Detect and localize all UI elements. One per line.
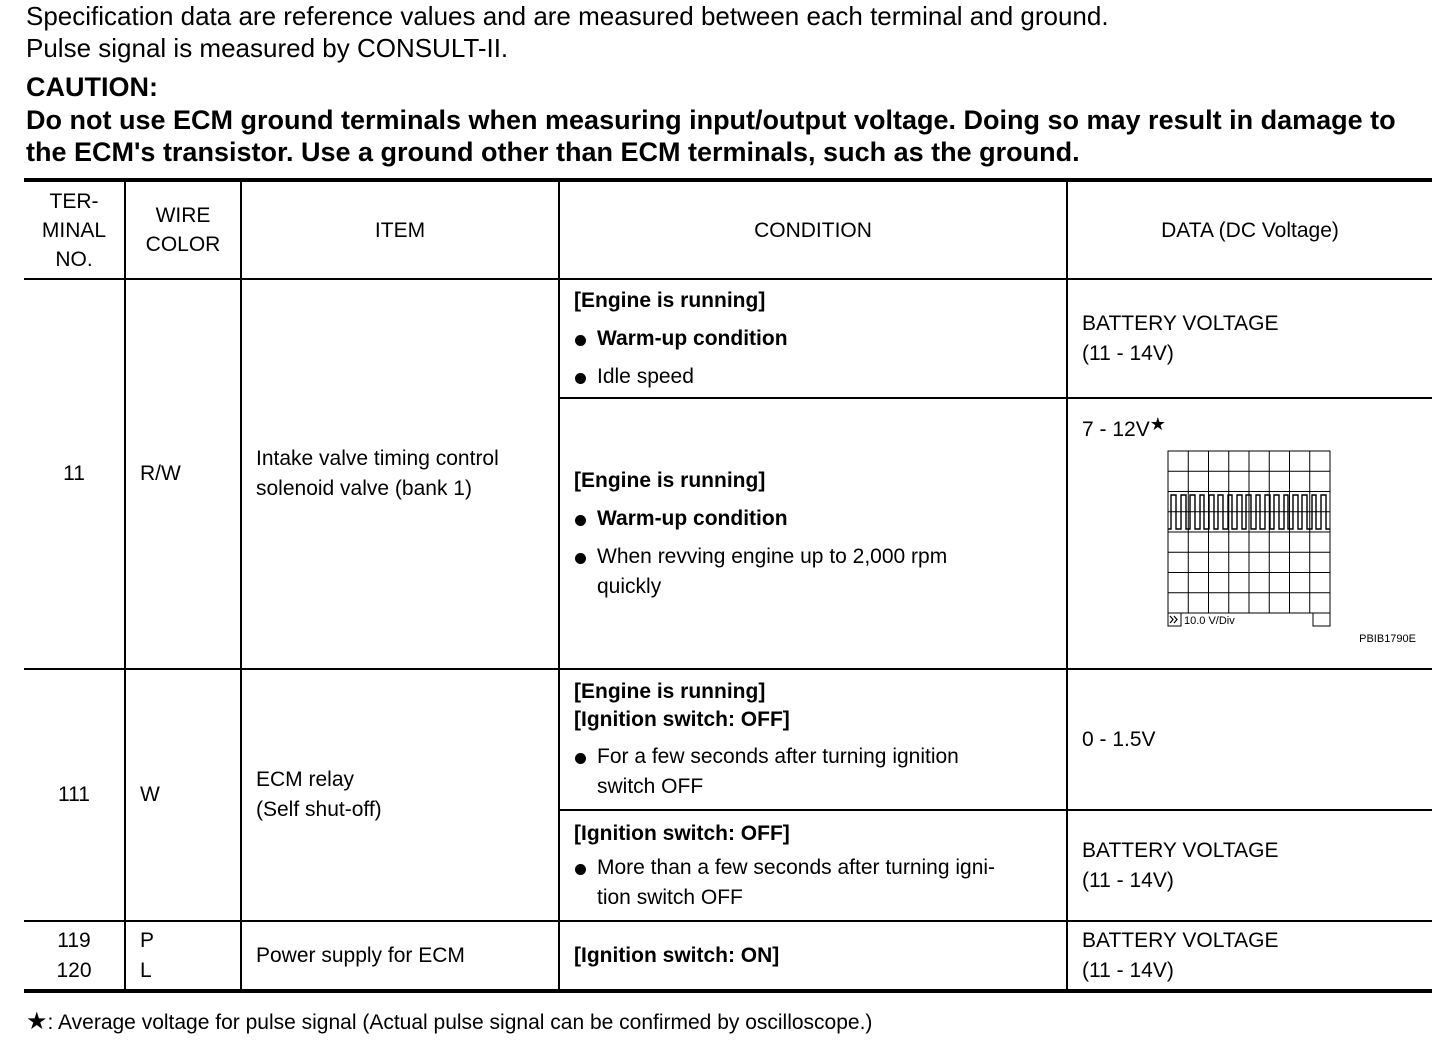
condition-bullet: More than a few seconds after turning igni- tion switch OFF [574,853,1052,913]
ecm-terminal-spec-table [24,178,1432,993]
condition-heading: [Ignition switch: OFF] [574,707,790,731]
star-icon: ★ [1149,414,1166,434]
condition-bullet: When revving engine up to 2,000 rpm quickly [574,542,1052,602]
header-terminal-no: TER- MINAL NO. [24,180,125,279]
item-cell: ECM relay (Self shut-off) [241,669,559,921]
data-cell [1067,398,1432,669]
condition-cell: [Ignition switch: ON] [559,921,1067,991]
terminal-cell: 111 [24,669,125,921]
table-row [24,921,1432,991]
condition-heading: [Engine is running] [574,679,766,703]
header-data: DATA (DC Voltage) [1067,180,1432,279]
condition-bullet: For a few seconds after turning ignition switch OFF [574,742,1052,802]
data-cell: 0 - 1.5V [1067,669,1432,810]
header-wire-color: WIRE COLOR [125,180,241,279]
wire-color-cell: R/W [125,279,241,669]
pulse-voltage-value: 7 - 12V★ [1082,414,1166,441]
condition-heading: [Engine is running] [574,468,766,492]
condition-bullet: Warm-up condition [574,324,1052,354]
item-cell: Intake valve timing control solenoid valve (bank 1) [241,279,559,669]
table-header-row [24,180,1432,279]
item-cell: Power supply for ECM [241,921,559,991]
condition-cell [559,279,1067,398]
caution-title: CAUTION: [26,72,158,102]
wire-color-cell: P L [125,921,241,991]
condition-cell [559,398,1067,669]
data-cell: BATTERY VOLTAGE (11 - 14V) [1067,279,1432,398]
scope-scale-label: 10.0 V/Div [1184,615,1235,627]
terminal-cell: 11 [24,279,125,669]
condition-heading: [Engine is running] [574,288,766,312]
wire-color-cell: W [125,669,241,921]
condition-bullet: Idle speed [574,362,1052,392]
star-icon: ★ [26,1008,48,1035]
condition-bullet: Warm-up condition [574,504,1052,534]
footnote-text: : Average voltage for pulse signal (Actual pulse signal can be confirmed by oscilloscope.) [47,1011,873,1034]
intro-line-2: Pulse signal is measured by CONSULT-II. [26,33,509,63]
condition-heading: [Ignition switch: OFF] [574,821,790,845]
footnote [26,1008,872,1037]
intro-text [26,0,1109,64]
condition-cell [559,669,1067,810]
condition-cell [559,810,1067,921]
caution-text: Do not use ECM ground terminals when measuring input/output voltage. Doing so may result in damage to the ECM's transistor. Use a ground other than ECM terminals, such as the ground. [26,105,1396,167]
header-condition: CONDITION [559,180,1067,279]
header-item: ITEM [241,180,559,279]
table-row [24,279,1432,398]
data-cell: BATTERY VOLTAGE (11 - 14V) [1067,921,1432,991]
table-row [24,669,1432,810]
oscilloscope-grid [1166,449,1336,634]
intro-line-1: Specification data are reference values and are measured between each terminal and ground. [26,1,1109,31]
figure-id-label: PBIB1790E [1359,633,1416,645]
terminal-cell: 119 120 [24,921,125,991]
data-cell: BATTERY VOLTAGE (11 - 14V) [1067,810,1432,921]
